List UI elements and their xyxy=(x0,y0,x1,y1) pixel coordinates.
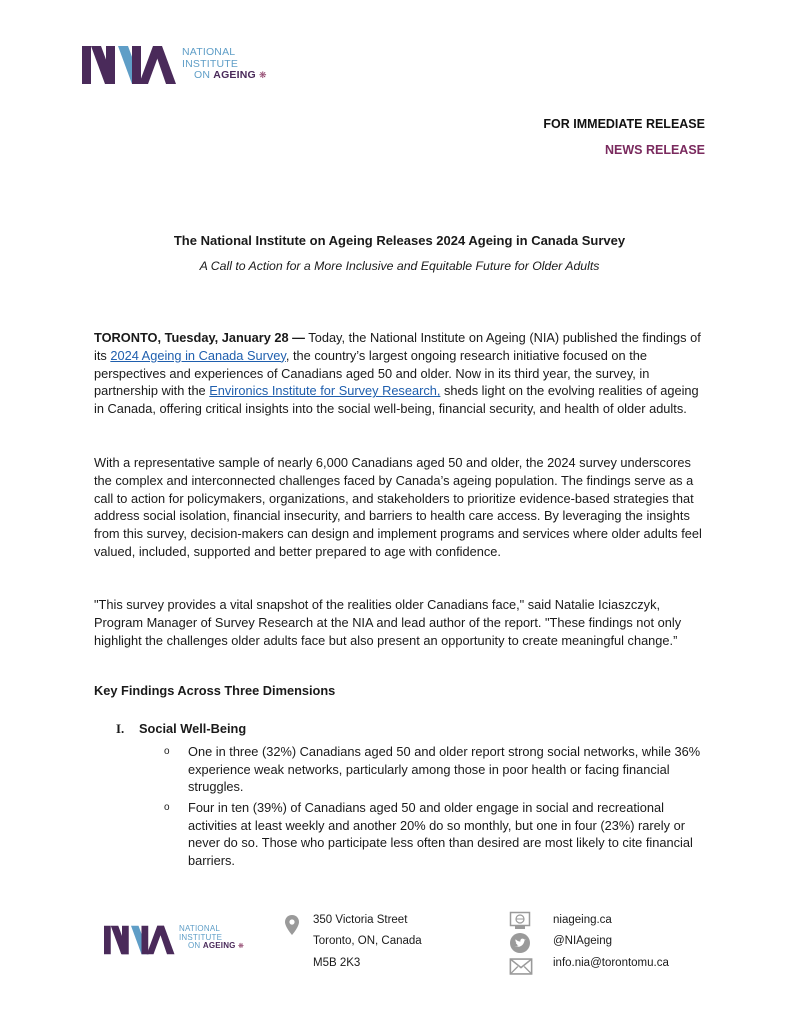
release-label: FOR IMMEDIATE RELEASE xyxy=(543,117,705,131)
bullet-marker: o xyxy=(164,746,170,757)
footer-wordmark xyxy=(179,925,244,952)
bullet-marker: o xyxy=(164,802,170,813)
footer-logo-line-3b: AGEING xyxy=(202,941,236,951)
logo-wordmark xyxy=(182,47,267,82)
logo-line-2: INSTITUTE xyxy=(182,57,239,70)
news-release-label: NEWS RELEASE xyxy=(604,143,705,157)
email-link[interactable]: info.nia@torontomu.ca xyxy=(553,957,669,969)
logo-line-1: NATIONAL xyxy=(182,46,236,58)
section-1-number: I. xyxy=(116,722,125,736)
footer-logo-line-1: NATIONAL xyxy=(179,924,221,933)
section-1-title: Social Well-Being xyxy=(139,721,247,736)
logo-line-3a: ON xyxy=(194,69,211,81)
footer-logo xyxy=(104,924,254,956)
twitter-icon xyxy=(510,933,530,953)
footer-logo-line-3a: ON xyxy=(188,941,201,951)
intro-text-3: sheds light on the evolving realities of ageing in Canada, offering critical insights into the social well-being, financial security, and health of older adults. xyxy=(94,383,699,417)
footer-address-2: Toronto, ON, Canada xyxy=(313,935,422,947)
website-link[interactable]: niageing.ca xyxy=(553,914,612,926)
location-pin-icon xyxy=(285,915,299,935)
paragraph-sample: With a representative sample of nearly 6,000 Canadians aged 50 and older, the 2024 survey underscores the complex and interconnected challenges faced by Canada’s ageing population. The findings serve as a call to action for policymakers, organizations, and stakeholders to prioritize evidence-based strategies that address social isolation, financial insecurity, and barriers to health care access. By leveraging the insights from this survey, decision-makers can design and implement programs and services where older adults feel valued, included, supported and better prepared to age with confidence. xyxy=(94,455,702,559)
footer-logo-line-2: INSTITUTE xyxy=(179,932,223,942)
paragraph-quote: "This survey provides a vital snapshot of the realities older Canadians face," said Natalie Iciaszczyk, Program Manager of Survey Research at the NIA and lead author of the report. "These findings not only highlight the challenges older adults face but also present an opportunity to create meaningful change.” xyxy=(94,597,682,648)
list-item: One in three (32%) Canadians aged 50 and older report strong social networks, while 36% experience weak networks, particularly among those in poor health or facing financial struggles. xyxy=(188,744,701,795)
environics-link[interactable]: Environics Institute for Survey Research, xyxy=(209,383,441,399)
logo-line-3b: AGEING xyxy=(213,69,256,81)
email-icon xyxy=(509,958,533,975)
page-subtitle: A Call to Action for a More Inclusive and Equitable Future for Older Adults xyxy=(199,259,600,273)
dateline: TORONTO, Tuesday, January 28 — xyxy=(94,330,305,345)
nia-logo-mark xyxy=(82,44,178,86)
key-findings-heading: Key Findings Across Three Dimensions xyxy=(94,683,336,698)
intro-text-1: Today, the National Institute on Ageing (NIA) published the findings of its xyxy=(94,330,701,363)
list-item: Four in ten (39%) of Canadians aged 50 and older engage in social and recreational activities at least weekly and another 20% do so monthly, but one in four (23%) rarely or never do so. Those who participate less often than desired are most likely to cite financial barriers. xyxy=(188,800,693,868)
footer-address-1: 350 Victoria Street xyxy=(313,914,408,926)
intro-text-2: , the country’s largest ongoing research initiative focused on the perspectives and experiences of Canadians aged 50 and older. Now in its third year, the survey, in partnership with the xyxy=(94,347,650,399)
maple-leaf-icon: ❋ xyxy=(259,70,267,80)
section-1-heading xyxy=(116,721,246,737)
header-logo xyxy=(82,44,272,88)
twitter-handle-link[interactable]: @NIAgeing xyxy=(553,935,612,947)
footer-address-3: M5B 2K3 xyxy=(313,957,361,969)
page-title: The National Institute on Ageing Releases 2024 Ageing in Canada Survey xyxy=(173,233,626,248)
nia-footer-logo-mark xyxy=(104,924,176,956)
globe-icon xyxy=(508,911,532,931)
paragraph-intro xyxy=(94,329,706,418)
survey-link[interactable]: 2024 Ageing in Canada Survey xyxy=(110,347,286,363)
maple-leaf-icon: ❋ xyxy=(238,943,245,951)
